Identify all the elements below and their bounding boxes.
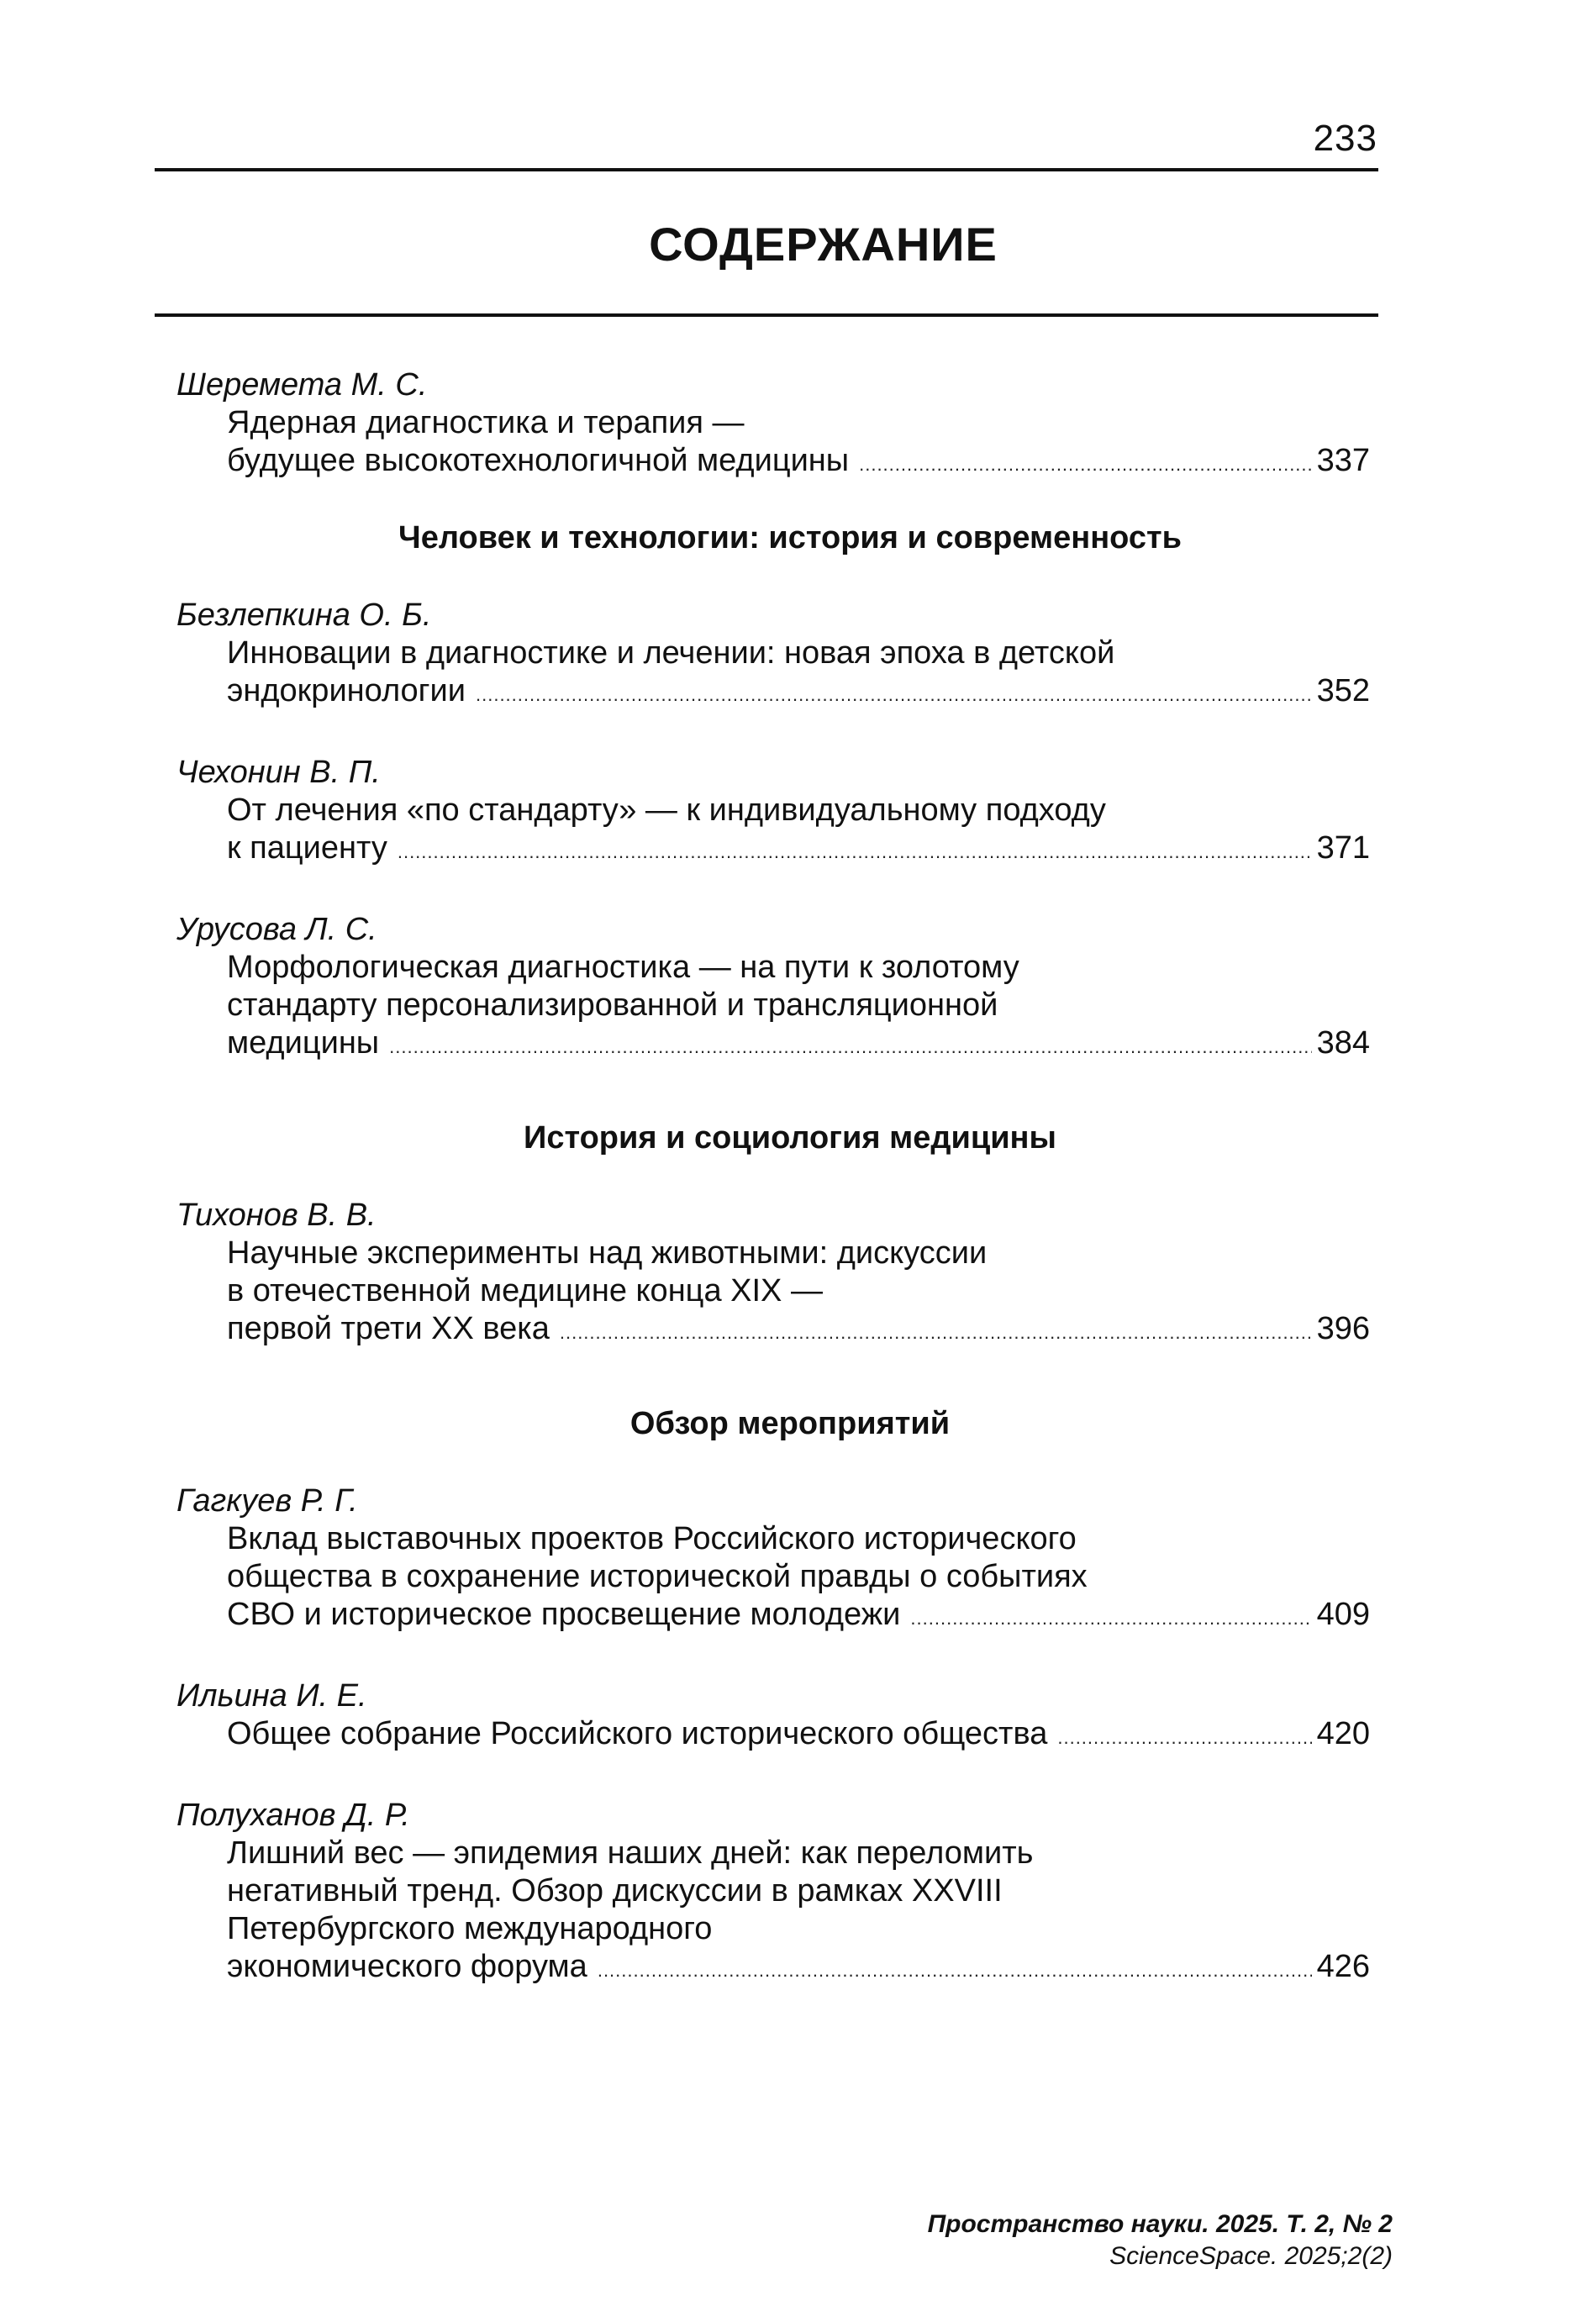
entry-author: Чехонин В. П. bbox=[176, 755, 381, 790]
page-title: СОДЕРЖАНИЕ bbox=[649, 218, 998, 271]
toc-entry[interactable] bbox=[176, 1677, 1370, 1756]
entry-author: Полуханов Д. Р. bbox=[176, 1798, 410, 1833]
toc-entry[interactable] bbox=[176, 1196, 1370, 1351]
toc-entry[interactable] bbox=[176, 1796, 1370, 1989]
entry-title-last-line bbox=[176, 672, 1370, 713]
journal-footer bbox=[928, 2209, 1393, 2272]
toc-entry[interactable] bbox=[176, 596, 1370, 713]
entry-title-last-line bbox=[176, 442, 1370, 483]
entry-page-number[interactable]: 384 bbox=[1316, 1025, 1370, 1061]
entry-title-last-line bbox=[176, 1596, 1370, 1637]
entry-title-line: Инновации в диагностике и лечении: новая эпоха в детской bbox=[227, 635, 1115, 671]
entry-title-text: первой трети XX века bbox=[227, 1311, 550, 1346]
entry-author: Тихонов В. В. bbox=[176, 1198, 377, 1233]
entry-title-last-line bbox=[176, 1310, 1370, 1351]
header-rule bbox=[155, 168, 1378, 171]
section-heading: Обзор мероприятий bbox=[629, 1406, 951, 1441]
entry-title-line: Лишний вес — эпидемия наших дней: как переломить bbox=[227, 1835, 1034, 1871]
toc-entry[interactable] bbox=[176, 910, 1370, 1066]
entry-title-last-line bbox=[176, 1715, 1370, 1756]
toc-entry[interactable] bbox=[176, 366, 1370, 483]
entry-title-line: Вклад выставочных проектов Российского исторического bbox=[227, 1521, 1077, 1556]
entry-title-line: Морфологическая диагностика — на пути к золотому bbox=[227, 950, 1019, 985]
entry-title-last-line bbox=[176, 829, 1370, 871]
dot-leader bbox=[389, 1028, 1311, 1066]
entry-title-line: в отечественной медицине конца XIX — bbox=[227, 1273, 823, 1308]
entry-title-line: общества в сохранение исторической правды о событиях bbox=[227, 1559, 1088, 1594]
entry-title-line: Ядерная диагностика и терапия — bbox=[227, 405, 745, 440]
journal-citation-ru: Пространство науки. 2025. Т. 2, № 2 bbox=[927, 2210, 1393, 2238]
entry-author: Безлепкина О. Б. bbox=[176, 598, 432, 633]
journal-citation-en: ScienceSpace. 2025;2(2) bbox=[1109, 2242, 1393, 2270]
entry-title-text: Общее собрание Российского исторического общества bbox=[227, 1716, 1048, 1751]
entry-title-line: От лечения «по стандарту» — к индивидуальному подходу bbox=[227, 792, 1106, 828]
section-heading: Человек и технологии: история и современность bbox=[398, 520, 1182, 555]
table-of-contents bbox=[176, 366, 1370, 1989]
entry-author: Урусова Л. С. bbox=[176, 912, 377, 947]
entry-page-number[interactable]: 371 bbox=[1316, 830, 1370, 866]
entry-title-last-line bbox=[176, 1024, 1370, 1066]
dot-leader bbox=[910, 1599, 1311, 1637]
entry-page-number[interactable]: 337 bbox=[1316, 443, 1370, 478]
entry-title-text: медицины bbox=[227, 1025, 380, 1061]
entry-title-last-line bbox=[176, 1948, 1370, 1989]
entry-title-text: эндокринологии bbox=[227, 673, 466, 708]
entry-author: Шеремета М. С. bbox=[176, 367, 428, 403]
entry-author: Ильина И. Е. bbox=[176, 1678, 367, 1714]
toc-entry[interactable] bbox=[176, 753, 1370, 871]
entry-title-line: Петербургского международного bbox=[227, 1911, 713, 1946]
entry-page-number[interactable]: 420 bbox=[1316, 1716, 1370, 1751]
dot-leader bbox=[598, 1951, 1312, 1989]
entry-page-number[interactable]: 409 bbox=[1316, 1597, 1370, 1632]
section-heading: История и социология медицины bbox=[524, 1120, 1056, 1156]
toc-entry[interactable] bbox=[176, 1482, 1370, 1637]
entry-title-text: к пациенту bbox=[227, 830, 387, 866]
entry-title-line: Научные эксперименты над животными: дискуссии bbox=[227, 1235, 988, 1271]
entry-title-text: будущее высокотехнологичной медицины bbox=[227, 443, 850, 478]
entry-title-line: негативный тренд. Обзор дискуссии в рамках XXVIII bbox=[227, 1873, 1003, 1909]
entry-title-text: экономического форума bbox=[227, 1949, 587, 1984]
dot-leader bbox=[560, 1314, 1312, 1351]
title-rule bbox=[155, 313, 1378, 317]
dot-leader bbox=[398, 833, 1312, 871]
entry-title-line: стандарту персонализированной и трансляционной bbox=[227, 987, 998, 1023]
entry-page-number[interactable]: 396 bbox=[1316, 1311, 1370, 1346]
dot-leader bbox=[859, 445, 1311, 483]
entry-page-number[interactable]: 352 bbox=[1316, 673, 1370, 708]
entry-title-text: СВО и историческое просвещение молодежи bbox=[227, 1597, 901, 1632]
dot-leader bbox=[476, 676, 1312, 713]
entry-page-number[interactable]: 426 bbox=[1316, 1949, 1370, 1984]
entry-author: Гагкуев Р. Г. bbox=[176, 1483, 358, 1519]
dot-leader bbox=[1057, 1719, 1311, 1756]
page-number: 233 bbox=[1313, 118, 1377, 159]
